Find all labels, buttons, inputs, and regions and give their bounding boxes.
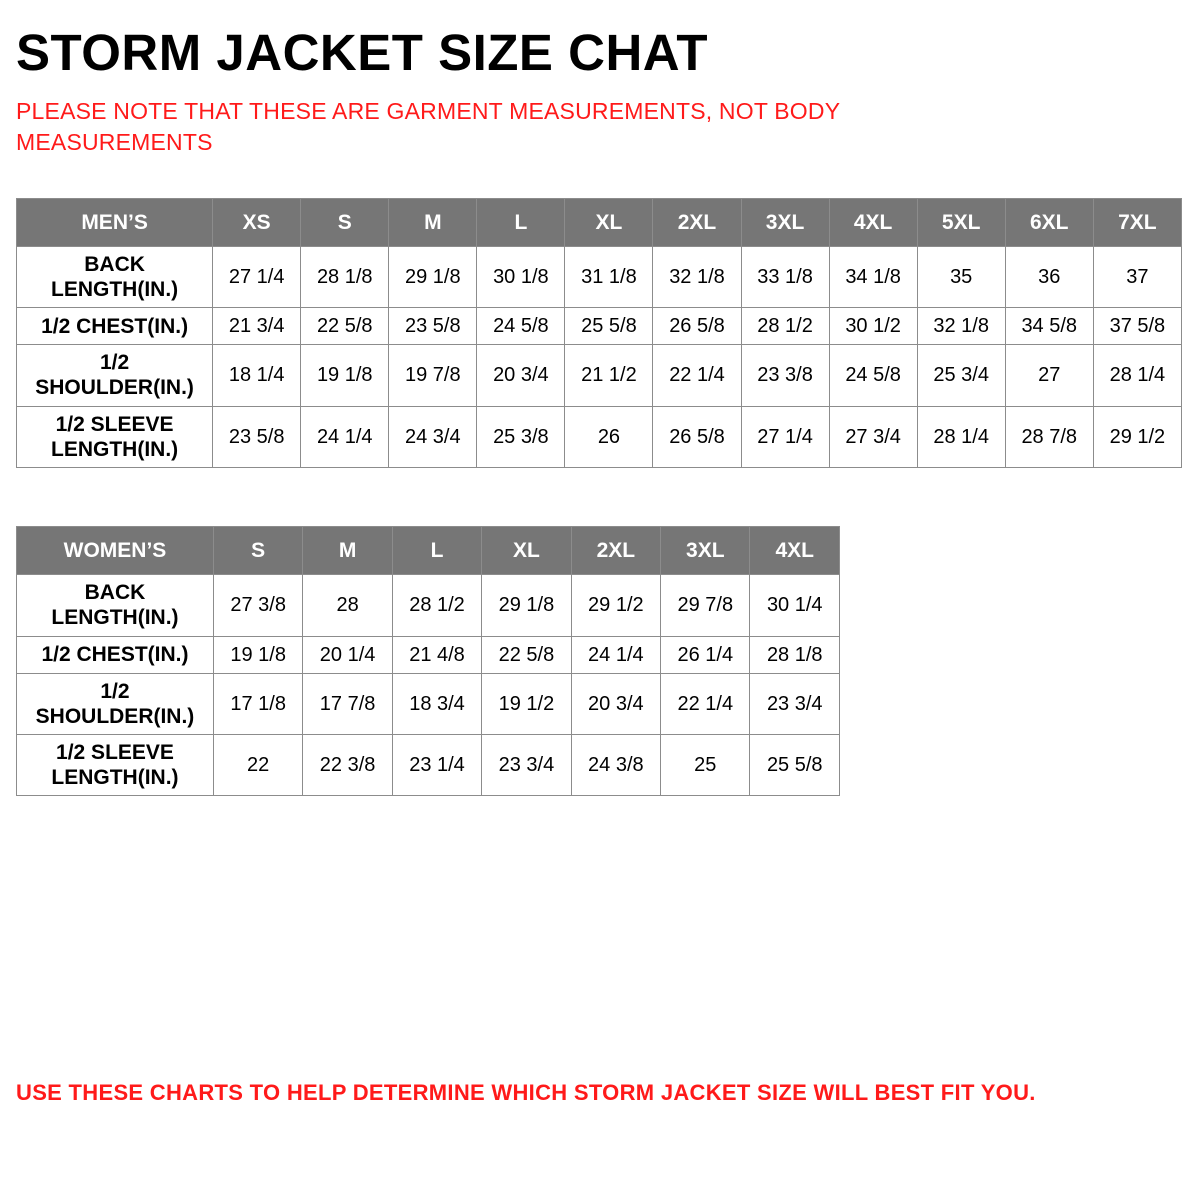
measurement-cell: 25 5/8 (565, 308, 653, 345)
measurement-cell: 30 1/8 (477, 246, 565, 307)
row-label: 1/2 CHEST(IN.) (17, 636, 214, 673)
measurement-cell: 17 1/8 (213, 673, 302, 734)
measurement-cell: 20 3/4 (571, 673, 660, 734)
measurement-cell: 28 7/8 (1005, 406, 1093, 467)
measurement-cell: 36 (1005, 246, 1093, 307)
measurement-cell: 24 1/4 (301, 406, 389, 467)
measurement-cell: 28 1/4 (917, 406, 1005, 467)
womens-header-size: 2XL (571, 526, 660, 574)
womens-table-body (17, 575, 840, 796)
measurement-cell: 37 (1093, 246, 1181, 307)
measurement-cell: 28 1/8 (750, 636, 840, 673)
measurement-cell: 22 1/4 (653, 345, 741, 406)
mens-table-body (17, 246, 1182, 467)
row-label: BACK LENGTH(IN.) (17, 246, 213, 307)
row-label: 1/2 SHOULDER(IN.) (17, 673, 214, 734)
womens-header-size: 4XL (750, 526, 840, 574)
measurement-cell: 30 1/4 (750, 575, 840, 636)
mens-header-size: XS (213, 198, 301, 246)
mens-header-size: 3XL (741, 198, 829, 246)
measurement-cell: 22 3/8 (303, 734, 392, 795)
measurement-cell: 24 1/4 (571, 636, 660, 673)
measurement-cell: 23 5/8 (389, 308, 477, 345)
table-row (17, 575, 840, 636)
measurement-cell: 27 1/4 (741, 406, 829, 467)
measurement-cell: 22 (213, 734, 302, 795)
measurement-cell: 28 1/2 (741, 308, 829, 345)
table-row (17, 734, 840, 795)
table-row (17, 246, 1182, 307)
measurement-cell: 28 1/8 (301, 246, 389, 307)
measurement-cell: 29 1/2 (1093, 406, 1181, 467)
mens-table-head (17, 198, 1182, 246)
table-header-row (17, 198, 1182, 246)
measurement-disclaimer: PLEASE NOTE THAT THESE ARE GARMENT MEASUREMENTS, NOT BODY MEASUREMENTS (16, 97, 840, 155)
table-row (17, 673, 840, 734)
measurement-cell: 21 3/4 (213, 308, 301, 345)
measurement-cell: 27 (1005, 345, 1093, 406)
womens-header-size: S (213, 526, 302, 574)
womens-header-size: 3XL (661, 526, 750, 574)
measurement-cell: 29 1/8 (389, 246, 477, 307)
measurement-cell: 32 1/8 (653, 246, 741, 307)
measurement-cell: 18 3/4 (392, 673, 481, 734)
row-label: 1/2 CHEST(IN.) (17, 308, 213, 345)
mens-header-size: S (301, 198, 389, 246)
measurement-cell: 26 (565, 406, 653, 467)
measurement-cell: 22 5/8 (301, 308, 389, 345)
measurement-cell: 17 7/8 (303, 673, 392, 734)
womens-header-size: XL (482, 526, 571, 574)
measurement-cell: 21 4/8 (392, 636, 481, 673)
measurement-cell: 32 1/8 (917, 308, 1005, 345)
measurement-cell: 34 1/8 (829, 246, 917, 307)
mens-header-size: 2XL (653, 198, 741, 246)
measurement-cell: 27 1/4 (213, 246, 301, 307)
measurement-cell: 25 3/4 (917, 345, 1005, 406)
row-label: 1/2 SLEEVE LENGTH(IN.) (17, 406, 213, 467)
measurement-cell: 31 1/8 (565, 246, 653, 307)
table-row (17, 636, 840, 673)
womens-header-label: WOMEN’S (17, 526, 214, 574)
mens-header-size: 7XL (1093, 198, 1181, 246)
measurement-cell: 28 1/2 (392, 575, 481, 636)
womens-header-size: M (303, 526, 392, 574)
mens-header-size: 6XL (1005, 198, 1093, 246)
measurement-cell: 29 1/8 (482, 575, 571, 636)
measurement-cell: 23 5/8 (213, 406, 301, 467)
row-label: 1/2 SLEEVE LENGTH(IN.) (17, 734, 214, 795)
measurement-cell: 18 1/4 (213, 345, 301, 406)
measurement-cell: 22 1/4 (661, 673, 750, 734)
measurement-cell: 23 3/8 (741, 345, 829, 406)
row-label: 1/2 SHOULDER(IN.) (17, 345, 213, 406)
measurement-cell: 19 1/2 (482, 673, 571, 734)
mens-size-table (16, 198, 1182, 468)
measurement-cell: 28 (303, 575, 392, 636)
measurement-cell: 33 1/8 (741, 246, 829, 307)
measurement-cell: 23 3/4 (482, 734, 571, 795)
measurement-cell: 20 3/4 (477, 345, 565, 406)
measurement-cell: 35 (917, 246, 1005, 307)
mens-header-size: 5XL (917, 198, 1005, 246)
measurement-cell: 25 (661, 734, 750, 795)
mens-header-size: M (389, 198, 477, 246)
table-row (17, 345, 1182, 406)
page-title: STORM JACKET SIZE CHAT (16, 24, 708, 81)
table-header-row (17, 526, 840, 574)
womens-header-size: L (392, 526, 481, 574)
measurement-cell: 34 5/8 (1005, 308, 1093, 345)
measurement-cell: 20 1/4 (303, 636, 392, 673)
measurement-cell: 19 1/8 (213, 636, 302, 673)
mens-header-label: MEN’S (17, 198, 213, 246)
measurement-cell: 37 5/8 (1093, 308, 1181, 345)
measurement-cell: 30 1/2 (829, 308, 917, 345)
measurement-cell: 26 5/8 (653, 308, 741, 345)
measurement-cell: 27 3/4 (829, 406, 917, 467)
measurement-cell: 23 1/4 (392, 734, 481, 795)
measurement-cell: 25 5/8 (750, 734, 840, 795)
measurement-cell: 24 5/8 (477, 308, 565, 345)
measurement-cell: 26 5/8 (653, 406, 741, 467)
mens-header-size: XL (565, 198, 653, 246)
measurement-cell: 29 1/2 (571, 575, 660, 636)
measurement-cell: 22 5/8 (482, 636, 571, 673)
measurement-cell: 25 3/8 (477, 406, 565, 467)
measurement-cell: 21 1/2 (565, 345, 653, 406)
measurement-cell: 24 5/8 (829, 345, 917, 406)
measurement-cell: 19 1/8 (301, 345, 389, 406)
measurement-cell: 24 3/8 (571, 734, 660, 795)
womens-table-head (17, 526, 840, 574)
measurement-cell: 19 7/8 (389, 345, 477, 406)
measurement-cell: 27 3/8 (213, 575, 302, 636)
measurement-cell: 29 7/8 (661, 575, 750, 636)
footer-instruction: USE THESE CHARTS TO HELP DETERMINE WHICH STORM JACKET SIZE WILL BEST FIT YOU. (16, 1080, 1036, 1105)
row-label: BACK LENGTH(IN.) (17, 575, 214, 636)
table-row (17, 308, 1182, 345)
measurement-cell: 26 1/4 (661, 636, 750, 673)
measurement-cell: 24 3/4 (389, 406, 477, 467)
womens-size-table (16, 526, 840, 796)
measurement-cell: 23 3/4 (750, 673, 840, 734)
table-row (17, 406, 1182, 467)
measurement-cell: 28 1/4 (1093, 345, 1181, 406)
mens-header-size: 4XL (829, 198, 917, 246)
mens-header-size: L (477, 198, 565, 246)
